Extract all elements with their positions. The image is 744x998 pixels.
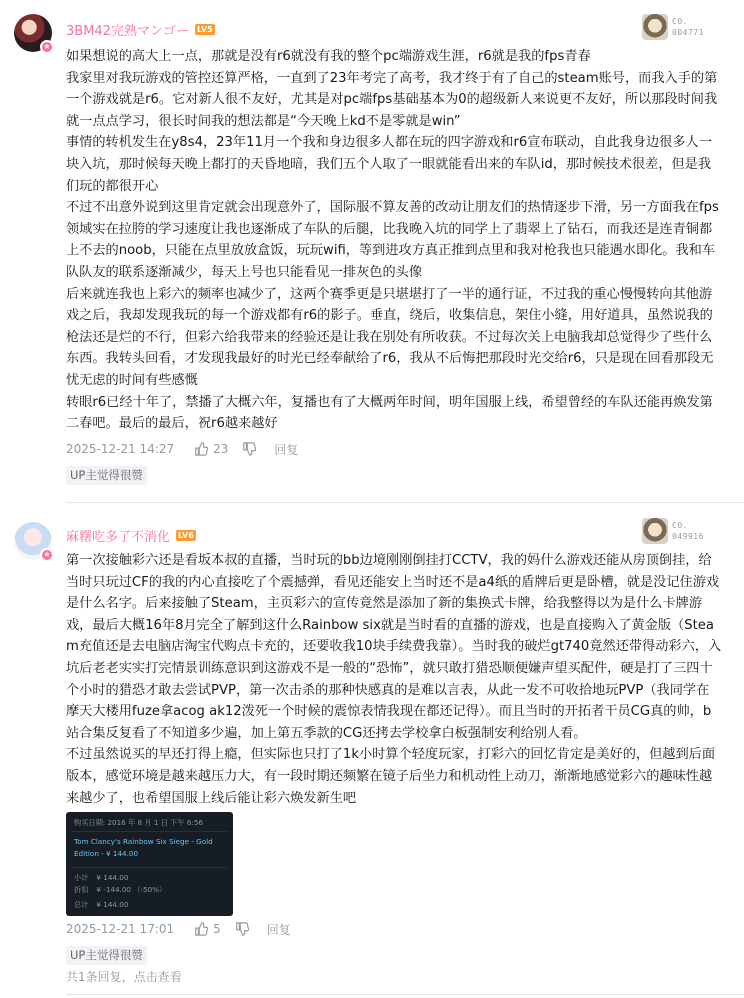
comment-paragraph: 转眼r6已经十年了，禁播了大概六年，复播也有了大概两年时间，明年国服上线，希望曾经的车队还能再焕发第二春吧。最后的最后，祝r6越来越好 <box>66 394 713 432</box>
level-badge: LV5 <box>196 24 213 34</box>
comment-paragraph: 如果想说的高大上一点，那就是没有r6就没有我的整个pc端游戏生涯，r6就是我的fps青春 <box>66 49 591 64</box>
username[interactable]: 麻糬吃多了不消化 <box>66 529 171 545</box>
fan-badge[interactable] <box>642 14 714 40</box>
comment-paragraph: 我家里对我玩游戏的管控还算严格，一直到了23年考完了高考，我才终于有了自己的steam账号，而我入手的第一个游戏就是r6。它对新人很不友好，尤其是对pc端fps基础基本为0的超级新人来说更不友好，所以那段时间我就一点点学习，很长时间我的想法都是“今天晚上kd不是零就是win” <box>66 70 718 129</box>
comment-meta <box>66 440 298 458</box>
receipt-date: 购买日期: 2016 年 8 月 1 日 下午 6:56 <box>74 818 203 827</box>
comment-item <box>0 508 744 998</box>
receipt-subtotal: 小计 ¥ 144.00 <box>74 873 129 882</box>
receipt-total: 总计 ¥ 144.00 <box>74 900 129 909</box>
comment-paragraph: 不过不出意外说到这里肯定就会出现意外了，国际服不算友善的改动让朋友们的热情逐步下滑，另一方面我在fps领域实在拉胯的学习速度让我也逐渐成了车队的后腿，比我晚入坑的同学上了翡翠上了钻石，而我还是连青铜都上不去的noob，只能在点里放放盒饭，玩玩wifi，等到进攻方真正推到点里和我对枪我也只能遇水即化。我和车队队友的联系逐渐减少，每天上号也只能看见一排灰色的头像 <box>66 200 719 280</box>
user-info <box>66 526 196 544</box>
avatar[interactable] <box>14 522 52 560</box>
comment-paragraph: 事情的转机发生在y8s4，23年11月一个我和身边很多人都在玩的四字游戏和r6宣布联动，自此我身边很多人一块入坑，那时候每天晚上都打的天昏地暗，我们五个人取了一眼就能看出来的车队id，那时候技术很差，但是我们玩的都很开心 <box>66 135 712 194</box>
comment-paragraph: 后来就连我也上彩六的频率也减少了，这两个赛季更是只堪堪打了一半的通行证，不过我的重心慢慢转向其他游戏之后，我却发现我玩的每一个游戏都有r6的影子。垂直，绕后，收集信息，架住小缝，用好道具，虽然说我的枪法还是烂的不行，但彩六给我带来的经验还是让我在别处有所收获。不过每次关上电脑我却总觉得少了些什么东西。我转头回看，才发现我最好的时光已经奉献给了r6，我从不后悔把那段时光交给r6，只是现在回看那段无忧无虑的时间有些感慨 <box>66 286 714 388</box>
up-liked-tag: UP主觉得很赞 <box>66 946 147 965</box>
purchase-receipt-image[interactable] <box>66 812 233 916</box>
thumbs-up-icon <box>194 922 208 936</box>
reply-button[interactable]: 回复 <box>266 922 291 937</box>
avatar[interactable] <box>14 14 52 52</box>
comment-meta <box>66 920 291 938</box>
like-count: 23 <box>213 442 229 456</box>
level-badge: LV6 <box>178 530 194 540</box>
dislike-button[interactable] <box>242 442 256 456</box>
sub-replies-link[interactable] <box>66 968 182 985</box>
vip-badge-icon: ★ <box>40 548 54 562</box>
comment-content <box>66 46 722 435</box>
thumbs-down-icon <box>242 442 256 456</box>
like-count: 5 <box>213 922 221 936</box>
comment-time: 2025-12-21 14:27 <box>66 442 175 456</box>
user-info <box>66 20 215 38</box>
up-liked-tag: UP主觉得很赞 <box>66 466 147 485</box>
comment-divider <box>66 502 744 503</box>
dislike-button[interactable] <box>235 922 249 936</box>
receipt-divider <box>72 867 227 868</box>
comment-time: 2025-12-21 17:01 <box>66 922 175 936</box>
view-replies-text[interactable]: 共1条回复，点击查看 <box>66 970 182 984</box>
username[interactable]: 3BM42完熟マンゴー <box>66 23 189 39</box>
receipt-divider <box>72 831 227 832</box>
vip-badge-icon: ★ <box>40 40 54 54</box>
thumbs-down-icon <box>235 922 249 936</box>
thumbs-up-icon <box>194 442 208 456</box>
fan-badge-text: CO. 049916 <box>672 521 704 541</box>
fan-badge-icon <box>642 518 668 544</box>
comment-paragraph: 不过虽然说买的早还打得上瘾，但实际也只打了1k小时算个轻度玩家，打彩六的回忆肯定是美好的，但越到后面版本，感觉环境是越来越压力大，有一段时期还频繁在镜子后坐力和机动性上动刀，渐渐地感觉彩六的趣味性越来越少了，也希望国服上线后能让彩六焕发新生吧 <box>66 747 716 806</box>
fan-badge-icon <box>642 14 668 40</box>
reply-button[interactable]: 回复 <box>274 442 299 457</box>
fan-badge[interactable] <box>642 518 714 544</box>
fan-badge-text: CO. 004771 <box>672 17 704 37</box>
comment-divider <box>66 994 744 995</box>
comment-paragraph: 第一次接触彩六还是看坂本叔的直播，当时玩的bb边境刚刚倒挂打CCTV，我的妈什么游戏还能从房顶倒挂，给当时只玩过CF的我的内心直接吃了个震撼弹，看见还能安上当时还不是a4纸的盾牌后更是卧槽，就是没记住游戏是什么名字。后来接触了Steam，主页彩六的宣传竟然是添加了新的集换式卡牌，给我整得以为是什么卡牌游戏，最后大概16年8月完全了解到这什么Rainbow six就是当时看的直播的游戏，也是直接购入了黄金版（Steam充值还是去电脑店淘宝代购点卡充的，还要收我10块手续费我靠）。当时我的破烂gt740竟然还带得动彩六，入坑后老老实实打完情景训练意识到这游戏不是一般的“恐怖”，就只敢打猎恐顺便嫌声望买配件，硬是打了三四十个小时的猎恐才敢去尝试PVP，第一次击杀的那种快感真的是难以言表，从此一发不可收拾地玩PVP（我同学在摩天大楼用fuze拿acog ak12泼死一个时候的震惊表情我现在都还记得）。而且当时的开拓者干员CG真的帅，b站合集反复看了不知道多少遍，加上第五季款的CG还拷去学校拿白板强制安利给别人看。 <box>66 553 722 741</box>
like-button[interactable] <box>194 922 221 936</box>
receipt-discount: 折扣 ¥ -144.00 （-50%） <box>74 885 167 894</box>
comment-content <box>66 550 722 809</box>
receipt-item: Tom Clancy's Rainbow Six Siege - Gold Edition - ¥ 144.00 <box>74 837 213 858</box>
like-button[interactable] <box>194 442 228 456</box>
